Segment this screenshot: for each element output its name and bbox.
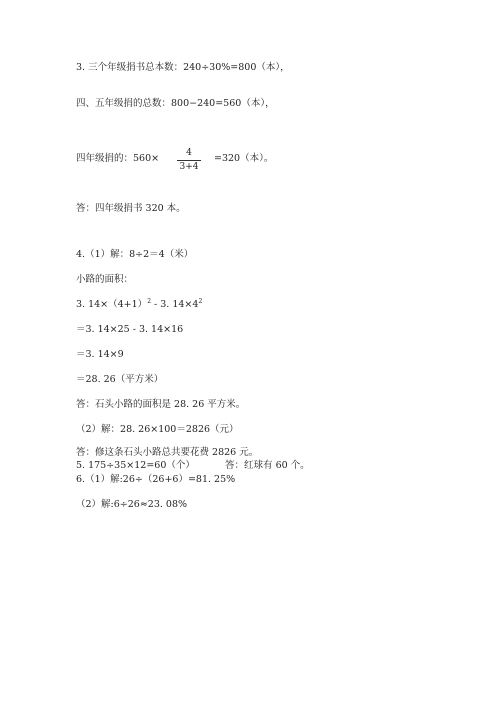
- text-line: （2）解：28. 26×100＝2826（元）: [76, 424, 239, 435]
- text-line: ＝3. 14×25 - 3. 14×16: [76, 324, 184, 335]
- expr-part: 3. 14×（4+1）: [76, 299, 148, 310]
- text-line: 四、五年级捐的总数：800−240=560（本），: [76, 98, 275, 109]
- text-line: 答：修这条石头小路总共要花费 2826 元。: [76, 447, 259, 458]
- text-line: ＝3. 14×9: [76, 349, 124, 360]
- text-line: ＝28. 26（平方米）: [76, 374, 164, 385]
- expr-part: - 3. 14×4: [151, 299, 199, 310]
- fraction-denominator: 3+4: [179, 162, 199, 172]
- text-line: 小路的面积：: [76, 274, 134, 285]
- text-line: 6.（1）解:26÷（26+6）=81. 25%: [76, 474, 236, 485]
- fraction-bar: [177, 160, 201, 161]
- text-line: [76, 299, 202, 311]
- text-line: 5. 175÷35×12=60（个） 答：红球有 60 个。: [76, 460, 310, 471]
- fraction-numerator: 4: [186, 148, 192, 158]
- text-line: =320（本）。: [214, 153, 274, 164]
- exponent: 2: [147, 297, 152, 305]
- fraction: [177, 148, 201, 173]
- exponent: 2: [198, 297, 203, 305]
- text-line: 四年级捐的：560×: [76, 153, 160, 164]
- text-line: 3. 三个年级捐书总本数：240÷30%=800（本），: [76, 62, 290, 73]
- text-line: 答：四年级捐书 320 本。: [76, 203, 186, 214]
- text-line: （2）解:6÷26≈23. 08%: [76, 499, 188, 510]
- text-line: 4.（1）解：8÷2＝4（米）: [76, 249, 194, 260]
- text-line: 答：石头小路的面积是 28. 26 平方米。: [76, 399, 246, 410]
